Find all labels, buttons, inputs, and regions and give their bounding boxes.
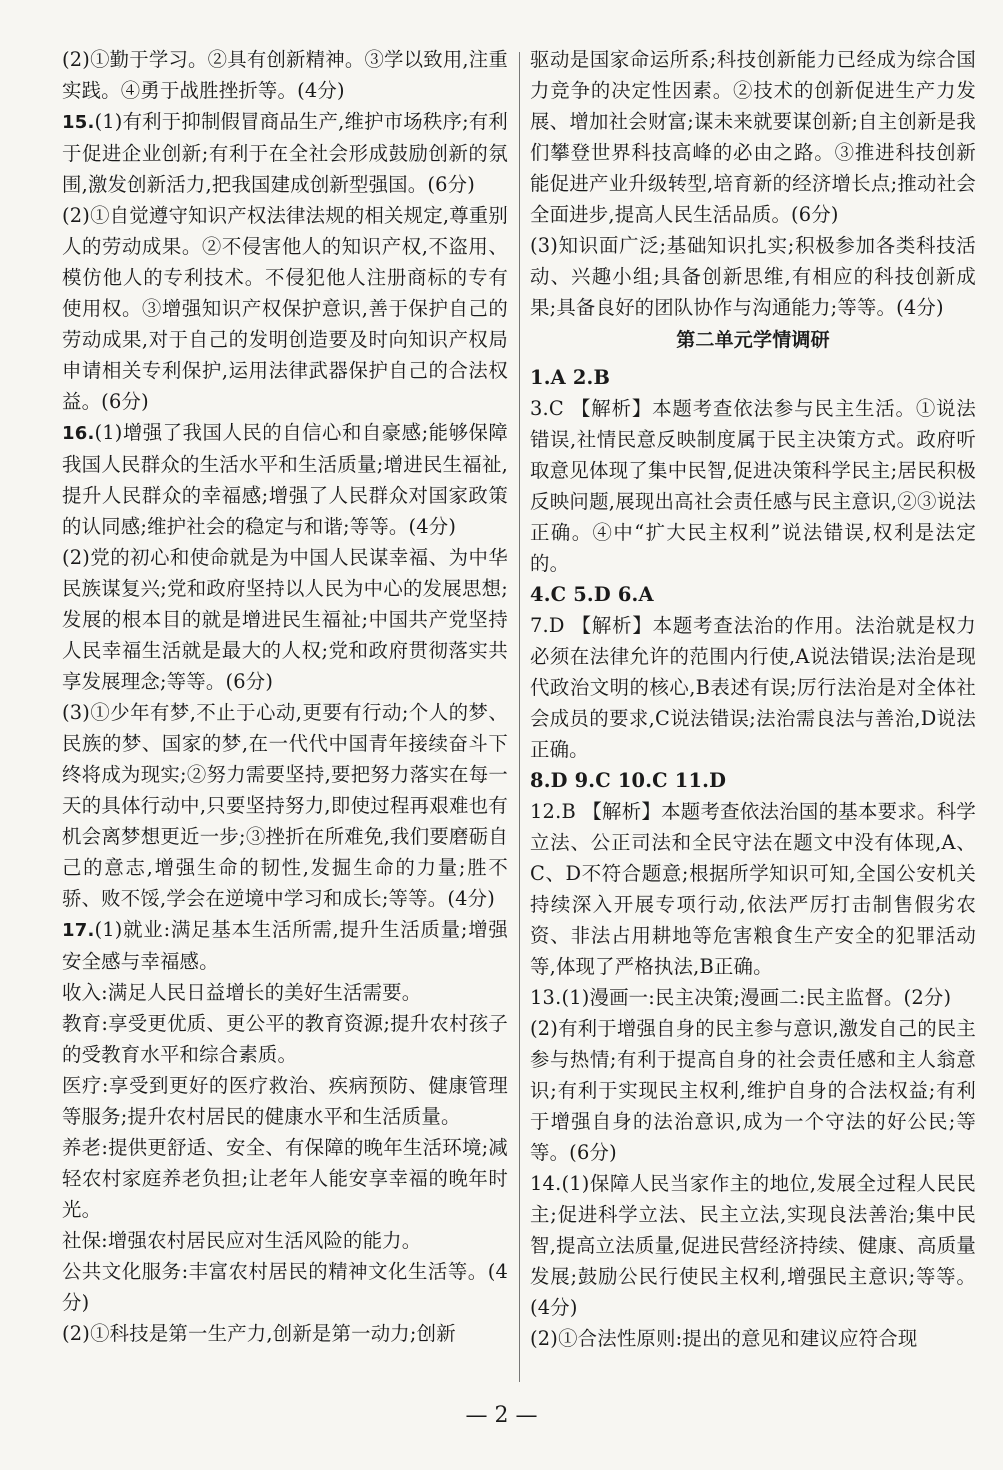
answer-paragraph: 公共文化服务:丰富农村居民的精神文化生活等。(4分) [62, 1260, 508, 1314]
answer-paragraph: 4.C 5.D 6.A [530, 583, 654, 606]
answer-paragraph: 驱动是国家命运所系;科技创新能力已经成为综合国力竞争的决定性因素。②技术的创新促进生产力发展、增加社会财富;谋未来就要谋创新;自主创新是我们攀登世界科技高峰的必由之路。③推进科技创新能促进产业升级转型,培育新的经济增长点;推动社会全面进步,提高人民生活品质。(6分) [530, 48, 976, 226]
answer-paragraph: (2)①自觉遵守知识产权法律法规的相关规定,尊重别人的劳动成果。②不侵害他人的知识产权,不盗用、模仿他人的专利技术。不侵犯他人注册商标的专有使用权。③增强知识产权保护意识,善于保护自己的劳动成果,对于自己的发明创造要及时向知识产权局申请相关专利保护,运用法律武器保护自己的合法权益。(6分) [62, 204, 508, 413]
section-title: 第二单元学情调研 [676, 329, 830, 351]
answer-paragraph: 14.(1)保障人民当家作主的地位,发展全过程人民民主;促进科学立法、民主立法,实现良法善治;集中民智,提高立法质量,促进民营经济持续、健康、高质量发展;鼓励公民行使民主权利,增强民主意识;等等。(4分) [530, 1172, 976, 1319]
answer-paragraph: 7.D 【解析】本题考查法治的作用。法治就是权力必须在法律允许的范围内行使,A说法错误;法治是现代政治文明的核心,B表述有误;厉行法治是对全体社会成员的要求,C说法错误;法治需良法与善治,D说法正确。 [530, 614, 976, 761]
right-column [530, 44, 976, 1354]
answer-paragraph: 3.C 【解析】本题考查依法参与民主生活。①说法错误,社情民意反映制度属于民主决策方式。政府听取意见体现了集中民智,促进决策科学民主;居民积极反映问题,展现出高社会责任感与民主意识,②③说法正确。④中“扩大民主权利”说法错误,权利是法定的。 [530, 397, 976, 575]
answer-paragraph: 社保:增强农村居民应对生活风险的能力。 [62, 1229, 422, 1252]
answer-paragraph: 12.B 【解析】本题考查依法治国的基本要求。科学立法、公正司法和全民守法在题文中没有体现,A、C、D不符合题意;根据所学知识可知,全国公安机关持续深入开展专项行动,依法严厉打击制售假劣农资、非法占用耕地等危害粮食生产安全的犯罪活动等,体现了严格执法,B正确。 [530, 800, 976, 978]
answer-paragraph: (3)知识面广泛;基础知识扎实;积极参加各类科技活动、兴趣小组;具备创新思维,有相应的科技创新成果;具备良好的团队协作与沟通能力;等等。(4分) [530, 234, 976, 319]
answer-paragraph: 13.(1)漫画一:民主决策;漫画二:民主监督。(2分) [530, 986, 952, 1009]
answer-paragraph: 养老:提供更舒适、安全、有保障的晚年生活环境;减轻农村家庭养老负担;让老年人能安享幸福的晚年时光。 [62, 1136, 508, 1221]
answer-paragraph: (3)①少年有梦,不止于心动,更要有行动;个人的梦、民族的梦、国家的梦,在一代代中国青年接续奋斗下终将成为现实;②努力需要坚持,要把努力落实在每一天的具体行动中,只要坚持努力,即使过程再艰难也有机会离梦想更近一步;③挫折在所难免,我们要磨砺自己的意志,增强生命的韧性,发掘生命的力量;胜不骄、败不馁,学会在逆境中学习和成长;等等。(4分) [62, 701, 508, 910]
answer-paragraph: (2)①科技是第一生产力,创新是第一动力;创新 [62, 1322, 456, 1345]
answer-paragraph: 1.A 2.B [530, 366, 611, 389]
question-number: 16. [62, 423, 95, 444]
page-number: — 2 — [465, 1403, 538, 1428]
answer-paragraph: (2)①勤于学习。②具有创新精神。③学以致用,注重实践。④勇于战胜挫折等。(4分) [62, 48, 508, 102]
question-number: 15. [62, 112, 95, 133]
question-number: 17. [62, 920, 95, 941]
left-column [62, 44, 508, 1349]
answer-paragraph [62, 417, 508, 542]
answer-text: (1)就业:满足基本生活所需,提升生活质量;增强安全感与幸福感。 [62, 918, 508, 973]
answer-text: (1)有利于抑制假冒商品生产,维护市场秩序;有利于促进企业创新;有利于在全社会形成鼓励创新的氛围,激发创新活力,把我国建成创新型强国。(6分) [62, 110, 508, 196]
answer-paragraph [62, 914, 508, 977]
answer-paragraph [62, 106, 508, 200]
answer-text: (1)增强了我国人民的自信心和自豪感;能够保障我国人民群众的生活水平和生活质量;增进民生福祉,提升人民群众的幸福感;增强了人民群众对国家政策的认同感;维护社会的稳定与和谐;等等。(4分) [62, 421, 508, 538]
answer-paragraph: (2)①合法性原则:提出的意见和建议应符合现 [530, 1327, 918, 1350]
answer-paragraph: 教育:享受更优质、更公平的教育资源;提升农村孩子的受教育水平和综合素质。 [62, 1012, 508, 1066]
answer-paragraph: (2)党的初心和使命就是为中国人民谋幸福、为中华民族谋复兴;党和政府坚持以人民为中心的发展思想;发展的根本目的就是增进民生福祉;中国共产党坚持人民幸福生活就是最大的人权;党和政府贯彻落实共享发展理念;等等。(6分) [62, 546, 508, 693]
answer-paragraph: 收入:满足人民日益增长的美好生活需要。 [62, 981, 422, 1004]
answer-paragraph: 8.D 9.C 10.C 11.D [530, 769, 727, 792]
answer-paragraph: 医疗:享受到更好的医疗救治、疾病预防、健康管理等服务;提升农村居民的健康水平和生活质量。 [62, 1074, 508, 1128]
answer-paragraph: (2)有利于增强自身的民主参与意识,激发自己的民主参与热情;有利于提高自身的社会责任感和主人翁意识;有利于实现民主权利,维护自身的合法权益;有利于增强自身的法治意识,成为一个守法的好公民;等等。(6分) [530, 1017, 976, 1164]
column-divider [519, 52, 520, 1382]
